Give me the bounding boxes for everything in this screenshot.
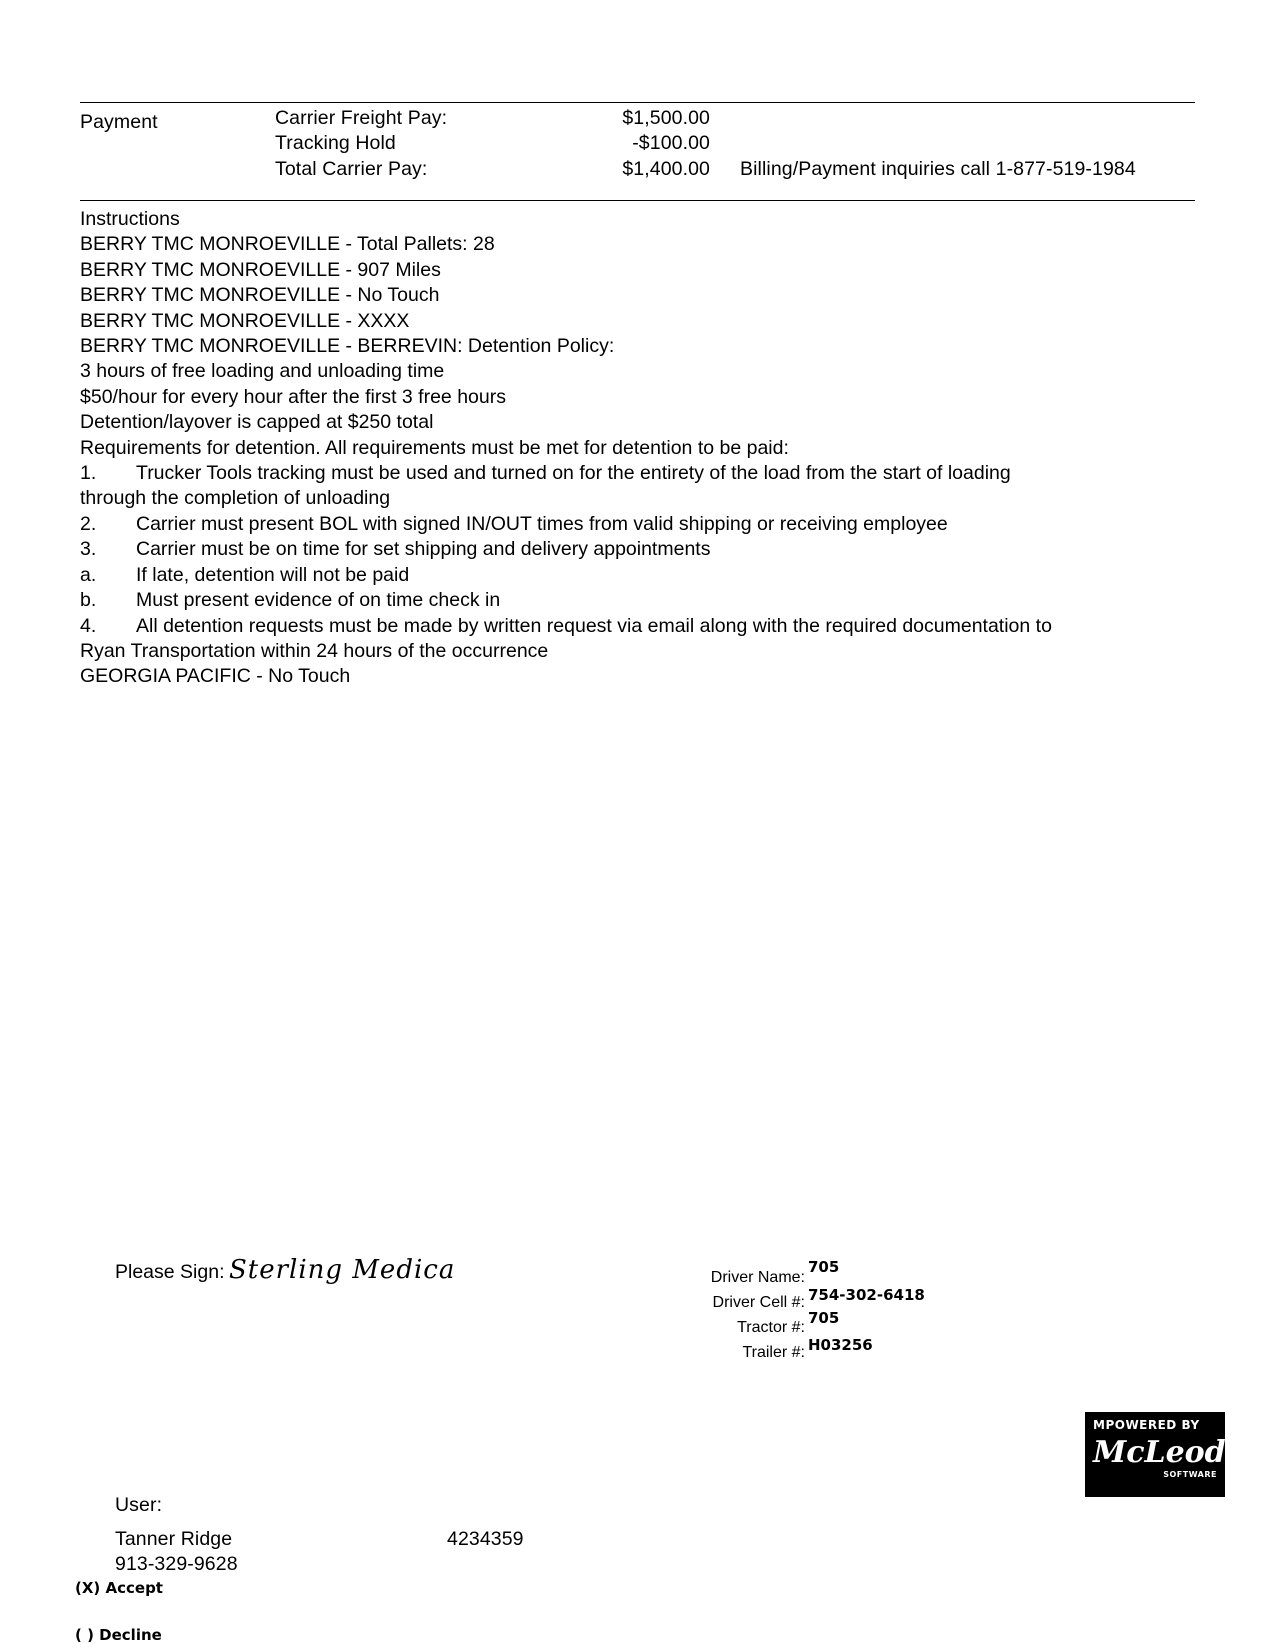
instruction-text: Carrier must present BOL with signed IN/OUT times from valid shipping or receiving employee xyxy=(136,512,948,535)
instruction-text: through the completion of unloading xyxy=(80,487,391,510)
instruction-text: $50/hour for every hour after the first 3 free hours xyxy=(80,385,506,408)
total-carrier-pay-label: Total Carrier Pay: xyxy=(275,158,428,180)
instructions-heading: Instructions xyxy=(80,208,180,230)
mcleod-logo xyxy=(1085,1412,1225,1497)
instruction-line xyxy=(80,537,1210,562)
user-label: User: xyxy=(115,1494,163,1516)
instruction-line xyxy=(80,359,1210,384)
instructions-lines xyxy=(80,232,1210,689)
instruction-text: BERRY TMC MONROEVILLE - No Touch xyxy=(80,284,440,307)
instruction-line xyxy=(80,410,1210,435)
instruction-number: b. xyxy=(80,589,97,612)
instruction-line xyxy=(80,283,1210,308)
tracking-hold-label: Tracking Hold xyxy=(275,132,396,154)
instruction-line xyxy=(80,309,1210,334)
instruction-line xyxy=(80,436,1210,461)
instruction-line xyxy=(80,563,1210,588)
instruction-line xyxy=(80,614,1210,639)
instruction-number: 1. xyxy=(80,462,97,485)
instruction-line xyxy=(80,334,1210,359)
driver-name-label: Driver Name: xyxy=(710,1269,805,1286)
payment-label: Payment xyxy=(80,111,158,133)
instruction-text: BERRY TMC MONROEVILLE - BERREVIN: Detention Policy: xyxy=(80,335,615,358)
instruction-text: Requirements for detention. All requirements must be met for detention to be paid: xyxy=(80,436,789,459)
instruction-text: Must present evidence of on time check in xyxy=(136,589,501,612)
instruction-text: 3 hours of free loading and unloading time xyxy=(80,360,445,383)
driver-name-value: 705 xyxy=(808,1258,840,1276)
instruction-text: GEORGIA PACIFIC - No Touch xyxy=(80,665,351,688)
total-carrier-pay-amount: $1,400.00 xyxy=(622,158,710,180)
user-name: Tanner Ridge xyxy=(115,1528,233,1550)
instruction-line xyxy=(80,486,1210,511)
instruction-text: Carrier must be on time for set shipping and delivery appointments xyxy=(136,538,711,561)
tractor-label: Tractor #: xyxy=(737,1319,805,1336)
billing-inquiries: Billing/Payment inquiries call 1-877-519-1984 xyxy=(740,158,1136,180)
signature-area xyxy=(115,1255,455,1285)
instruction-text: BERRY TMC MONROEVILLE - 907 Miles xyxy=(80,258,441,281)
top-rule xyxy=(80,102,1195,103)
instruction-text: If late, detention will not be paid xyxy=(136,563,410,586)
sign-label: Please Sign: xyxy=(115,1261,225,1283)
driver-cell-label: Driver Cell #: xyxy=(712,1294,805,1311)
instruction-number: 3. xyxy=(80,538,97,561)
accept-option[interactable]: (X) Accept xyxy=(75,1579,163,1597)
instruction-line xyxy=(80,639,1210,664)
user-id: 4234359 xyxy=(447,1528,524,1550)
tracking-hold-amount: -$100.00 xyxy=(632,132,710,154)
instruction-line xyxy=(80,232,1210,257)
tractor-value: 705 xyxy=(808,1309,840,1327)
logo-powered-by: MPOWERED BY xyxy=(1093,1418,1200,1432)
instruction-number: 2. xyxy=(80,512,97,535)
instruction-line xyxy=(80,512,1210,537)
trailer-label: Trailer #: xyxy=(742,1344,805,1361)
carrier-freight-pay-label: Carrier Freight Pay: xyxy=(275,107,448,129)
decline-option[interactable]: ( ) Decline xyxy=(75,1626,162,1644)
instruction-line xyxy=(80,385,1210,410)
instruction-text: Trucker Tools tracking must be used and turned on for the entirety of the load from the start of loading xyxy=(136,462,1011,485)
instruction-number: a. xyxy=(80,563,97,586)
instruction-line xyxy=(80,664,1210,689)
driver-cell-value: 754-302-6418 xyxy=(808,1286,925,1304)
instruction-number: 4. xyxy=(80,614,97,637)
instruction-text: Ryan Transportation within 24 hours of the occurrence xyxy=(80,639,549,662)
instruction-line xyxy=(80,258,1210,283)
instruction-line xyxy=(80,588,1210,613)
instructions-block xyxy=(80,207,1210,690)
logo-software: SOFTWARE xyxy=(1163,1470,1217,1479)
instruction-text: Detention/layover is capped at $250 total xyxy=(80,411,434,434)
instruction-text: BERRY TMC MONROEVILLE - XXXX xyxy=(80,309,410,332)
user-phone: 913-329-9628 xyxy=(115,1553,238,1575)
trailer-value: H03256 xyxy=(808,1336,873,1354)
payment-bottom-rule xyxy=(80,200,1195,201)
instruction-text: BERRY TMC MONROEVILLE - Total Pallets: 28 xyxy=(80,233,495,256)
instruction-text: All detention requests must be made by written request via email along with the required documentation to xyxy=(136,614,1052,637)
instruction-line xyxy=(80,461,1210,486)
logo-brand: McLeod xyxy=(1093,1435,1226,1470)
signature-value: Sterling Medica xyxy=(228,1255,456,1285)
carrier-freight-pay-amount: $1,500.00 xyxy=(622,107,710,129)
